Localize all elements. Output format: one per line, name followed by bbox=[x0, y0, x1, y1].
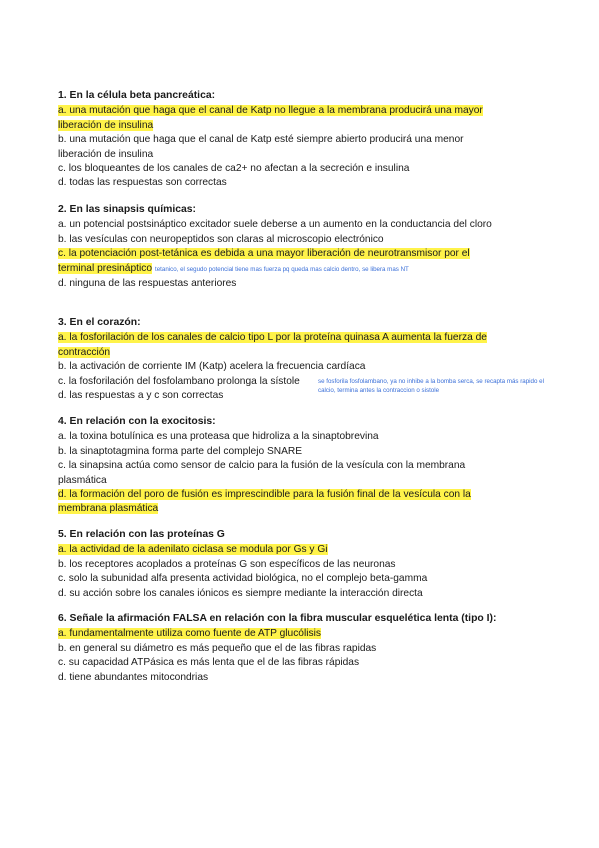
option-a: a. la fosforilación de los canales de calcio tipo L por la proteína quinasa A aumenta la fuerza de contracción bbox=[58, 332, 487, 358]
option-c: c. los bloqueantes de los canales de ca2+ no afectan a la secreción e insulina bbox=[58, 163, 410, 175]
option-a: a. un potencial postsináptico excitador suele deberse a un aumento en la conductancia del cloro bbox=[58, 219, 492, 231]
option-b: b. las vesículas con neuropeptidos son claras al microscopio electrónico bbox=[58, 233, 384, 245]
option-c: c. solo la subunidad alfa presenta actividad biológica, no el complejo beta-gamma bbox=[58, 573, 428, 585]
question-6 bbox=[58, 612, 500, 685]
question-title: 3. En el corazón: bbox=[58, 317, 141, 328]
option-d: d. la formación del poro de fusión es imprescindible para la fusión final de la vesícula con la membrana plasmática bbox=[58, 489, 471, 515]
option-a: a. la actividad de la adenilato ciclasa se modula por Gs y Gi bbox=[58, 544, 328, 556]
question-1 bbox=[58, 89, 500, 191]
question-title: 2. En las sinapsis químicas: bbox=[58, 204, 197, 215]
option-d: d. todas las respuestas son correctas bbox=[58, 177, 227, 189]
option-c: c. la fosforilación del fosfolambano prolonga la sístole bbox=[58, 375, 300, 387]
option-a: a. la toxina botulínica es una proteasa que hidroliza a la sinaptobrevina bbox=[58, 431, 379, 443]
option-d: d. ninguna de las respuestas anteriores bbox=[58, 278, 237, 290]
question-title: 4. En relación con la exocitosis: bbox=[58, 416, 216, 427]
option-b: b. la sinaptotagmina forma parte del complejo SNARE bbox=[58, 445, 303, 457]
option-b: b. en general su diámetro es más pequeño que el de las fibras rapidas bbox=[58, 642, 377, 654]
question-title: 5. En relación con las proteínas G bbox=[58, 529, 225, 540]
option-c: c. la sinapsina actúa como sensor de calcio para la fusión de la vesícula con la membrana plasmática bbox=[58, 460, 466, 486]
question-4 bbox=[58, 415, 500, 517]
handwritten-note: tetanico, el segudo potencial tiene mas fuerza pq queda mas calcio dentro, se libera mas NT bbox=[155, 265, 409, 273]
side-note: se fosforila fosfolambano, ya no inhibe a la bomba serca, se recapta más rapido el calcio, termina antes la contraccion o sistole bbox=[318, 378, 544, 394]
option-c: c. la potenciación post-tetánica es debida a una mayor liberación de neurotransmisor por el terminal presináptico tetanico, el segudo potencial tiene mas fuerza pq queda mas calcio dentro, se libera mas NT bbox=[58, 248, 470, 274]
question-2 bbox=[58, 203, 500, 291]
option-d: d. las respuestas a y c son correctas bbox=[58, 390, 224, 402]
option-d: d. tiene abundantes mitocondrias bbox=[58, 671, 209, 683]
option-a: a. fundamentalmente utiliza como fuente de ATP glucólisis bbox=[58, 628, 321, 640]
option-b: b. una mutación que haga que el canal de Katp esté siempre abierto producirá una menor liberación de insulina bbox=[58, 134, 464, 160]
option-a: a. una mutación que haga que el canal de Katp no llegue a la membrana producirá una mayor liberación de insulina bbox=[58, 105, 483, 131]
option-b: b. los receptores acoplados a proteínas G son específicos de las neuronas bbox=[58, 558, 396, 570]
question-title: 6. Señale la afirmación FALSA en relación con la fibra muscular esquelética lenta (tipo I): bbox=[58, 613, 497, 624]
option-c: c. su capacidad ATPásica es más lenta que el de las fibras rápidas bbox=[58, 657, 360, 669]
question-title: 1. En la célula beta pancreática: bbox=[58, 90, 216, 101]
option-b: b. la activación de corriente IM (Katp) acelera la frecuencia cardíaca bbox=[58, 361, 366, 373]
question-5 bbox=[58, 528, 500, 601]
option-d: d. su acción sobre los canales iónicos es siempre mediante la interacción directa bbox=[58, 587, 423, 599]
